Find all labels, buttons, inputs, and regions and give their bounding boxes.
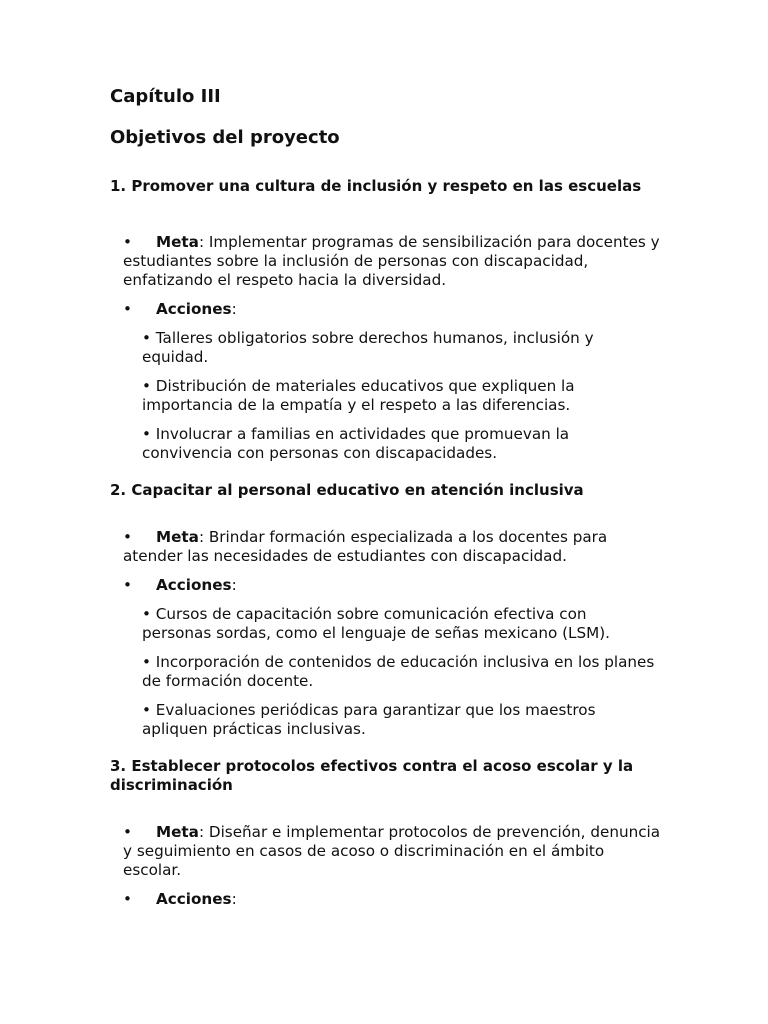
page-title: Objetivos del proyecto (110, 127, 340, 148)
bullet-glyph: • (142, 425, 151, 443)
meta-label: Meta (156, 233, 199, 251)
meta-label: Meta (156, 823, 199, 841)
bullet-glyph: • (123, 890, 132, 908)
section-heading: 3. Establecer protocolos efectivos contra el acoso escolar y la discriminación (110, 757, 634, 794)
section-2 (110, 481, 678, 739)
bullet-glyph: • (123, 823, 132, 841)
action-item (142, 605, 660, 643)
bullet-glyph: • (123, 528, 132, 546)
meta-item (123, 823, 663, 880)
bullet-glyph: • (123, 576, 132, 594)
section-1 (110, 177, 678, 463)
action-item (142, 653, 660, 691)
action-item (142, 377, 660, 415)
bullet-glyph: • (142, 329, 151, 347)
bullet-glyph: • (142, 701, 151, 719)
action-text: Distribución de materiales educativos que expliquen la importancia de la empatía y el respeto a las diferencias. (142, 377, 575, 414)
meta-label: Meta (156, 528, 199, 546)
action-text: Involucrar a familias en actividades que promuevan la convivencia con personas con discapacidades. (142, 425, 570, 462)
actions-suffix: : (231, 300, 237, 318)
meta-text: : Diseñar e implementar protocolos de prevención, denuncia y seguimiento en casos de acoso o discriminación en el ámbito escolar. (123, 823, 661, 879)
actions-label: Acciones (156, 890, 232, 908)
action-text: Cursos de capacitación sobre comunicación efectiva con personas sordas, como el lenguaje de señas mexicano (LSM). (142, 605, 611, 642)
action-item (142, 425, 660, 463)
action-text: Evaluaciones periódicas para garantizar que los maestros apliquen prácticas inclusivas. (142, 701, 596, 738)
action-item (142, 701, 660, 739)
meta-item (123, 233, 663, 290)
meta-item (123, 528, 663, 566)
section-3 (110, 757, 678, 909)
bullet-glyph: • (123, 233, 132, 251)
action-text: Talleres obligatorios sobre derechos humanos, inclusión y equidad. (142, 329, 594, 366)
section-heading: 1. Promover una cultura de inclusión y respeto en las escuelas (110, 177, 642, 195)
chapter-heading: Capítulo III (110, 86, 221, 107)
bullet-glyph: • (142, 377, 151, 395)
actions-suffix: : (231, 576, 237, 594)
actions-suffix: : (231, 890, 237, 908)
section-heading: 2. Capacitar al personal educativo en atención inclusiva (110, 481, 584, 499)
bullet-glyph: • (142, 653, 151, 671)
actions-item (123, 890, 663, 909)
meta-text: : Implementar programas de sensibilización para docentes y estudiantes sobre la inclusión de personas con discapacidad, enfatizando el respeto hacia la diversidad. (123, 233, 660, 289)
actions-item (123, 576, 663, 595)
bullet-glyph: • (142, 605, 151, 623)
action-text: Incorporación de contenidos de educación inclusiva en los planes de formación docente. (142, 653, 655, 690)
actions-label: Acciones (156, 576, 232, 594)
actions-item (123, 300, 663, 319)
action-item (142, 329, 660, 367)
meta-text: : Brindar formación especializada a los docentes para atender las necesidades de estudiantes con discapacidad. (123, 528, 608, 565)
actions-label: Acciones (156, 300, 232, 318)
bullet-glyph: • (123, 300, 132, 318)
